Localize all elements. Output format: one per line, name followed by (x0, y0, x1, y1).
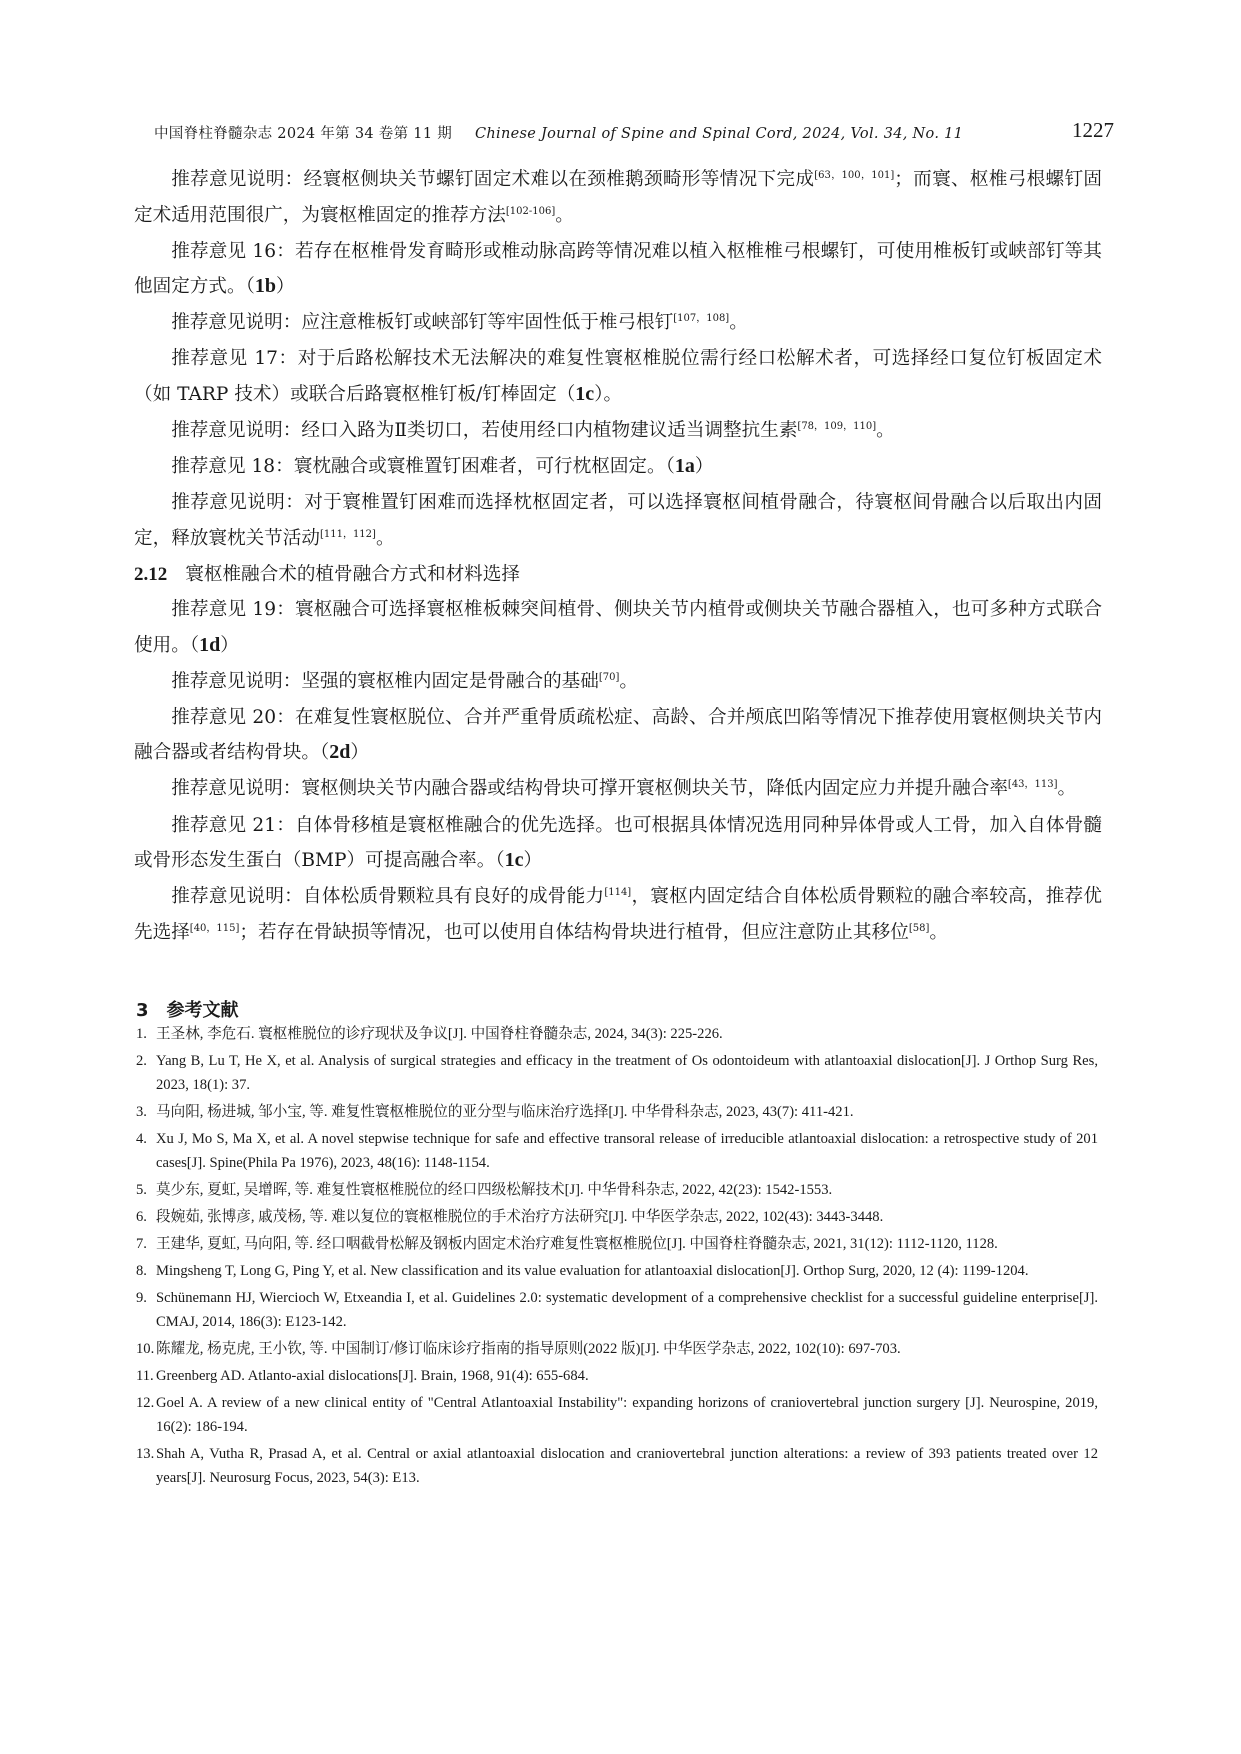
paragraph: 推荐意见说明：自体松质骨颗粒具有良好的成骨能力[114]，寰枢内固定结合自体松质骨颗粒的融合率较高，推荐优先选择[40，115]；若存在骨缺损等情况，也可以使用自体结构骨块进行植骨，但应注意防止其移位[58]。 (134, 886, 1102, 943)
reference-item: 5. 莫少东, 夏虹, 吴增晖, 等. 难复性寰枢椎脱位的经口四级松解技术[J]. 中华骨科杂志, 2022, 42(23): 1542-1553. (136, 1182, 833, 1198)
section-title: 寰枢椎融合术的植骨融合方式和材料选择 (185, 563, 520, 585)
journal-name-en: Chinese Journal of Spine and Spinal Cord, 2024, Vol. 34, No. 11 (474, 126, 964, 142)
paragraph: 推荐意见说明：坚强的寰枢椎内固定是骨融合的基础[70]。 (171, 670, 638, 692)
section-number: 2.12 (134, 563, 168, 585)
article-body (134, 162, 1102, 951)
paragraph: 推荐意见 21：自体骨移植是寰枢椎融合的优先选择。也可根据具体情况选用同种异体骨或人工骨，加入自体骨髓或骨形态发生蛋白（BMP）可提高融合率。（1c） (134, 814, 1102, 872)
evidence-grade: 1a (674, 454, 695, 477)
references-heading: 3 参考文献 (136, 1000, 239, 1021)
paragraph: 推荐意见 18：寰枕融合或寰椎置钉困难者，可行枕枢固定。（1a） (171, 454, 714, 477)
running-header (154, 118, 1114, 148)
reference-item: 10. 陈耀龙, 杨克虎, 王小钦, 等. 中国制订/修订临床诊疗指南的指导原则(2022 版)[J]. 中华医学杂志, 2022, 102(10): 697-703. (136, 1341, 901, 1357)
evidence-grade: 2d (329, 741, 351, 764)
journal-name-cn: 中国脊柱脊髓杂志 2024 年第 34 卷第 11 期 (154, 126, 453, 142)
paragraph: 推荐意见 16：若存在枢椎骨发育畸形或椎动脉高跨等情况难以植入枢椎椎弓根螺钉，可使用椎板钉或峡部钉等其他固定方式。（1b） (134, 240, 1102, 298)
reference-item: 6. 段婉茹, 张博彦, 戚茂杨, 等. 难以复位的寰枢椎脱位的手术治疗方法研究[J]. 中华医学杂志, 2022, 102(43): 3443-3448. (136, 1209, 884, 1225)
reference-item: 13. Shah A, Vutha R, Prasad A, et al. Central or axial atlantoaxial dislocation and craniovertebral junction alterations: a review of 393 patients treated over 12 years[J]. Neurosurg Focus, 2023, 54(3): E13. (136, 1446, 1098, 1486)
reference-item: 7. 王建华, 夏虹, 马向阳, 等. 经口咽截骨松解及钢板内固定术治疗难复性寰枢椎脱位[J]. 中国脊柱脊髓杂志, 2021, 31(12): 1112-1120, 1128. (136, 1236, 998, 1252)
section-heading (134, 557, 1102, 593)
paragraph: 推荐意见说明：经寰枢侧块关节螺钉固定术难以在颈椎鹅颈畸形等情况下完成[63，100，101]；而寰、枢椎弓根螺钉固定术适用范围很广，为寰枢椎固定的推荐方法[102-106]。 (134, 169, 1102, 226)
paragraph: 推荐意见说明：对于寰椎置钉困难而选择枕枢固定者，可以选择寰枢间植骨融合，待寰枢间骨融合以后取出内固定，释放寰枕关节活动[111，112]。 (134, 492, 1102, 549)
reference-item: 11. Greenberg AD. Atlanto-axial dislocations[J]. Brain, 1968, 91(4): 655-684. (136, 1368, 589, 1384)
reference-item: 2. Yang B, Lu T, He X, et al. Analysis of surgical strategies and efficacy in the treatment of Os odontoideum with atlantoaxial dislocation[J]. J Orthop Surg Res, 2023, 18(1): 37. (136, 1053, 1098, 1093)
reference-item: 4. Xu J, Mo S, Ma X, et al. A novel stepwise technique for safe and effective transoral release of irreducible atlantoaxial dislocation: a retrospective study of 201 cases[J]. Spine(Phila Pa 1976), 2023, 48(16): 1148-1154. (136, 1131, 1098, 1171)
paragraph: 推荐意见说明：经口入路为Ⅱ类切口，若使用经口内植物建议适当调整抗生素[78，109，110]。 (171, 419, 895, 441)
journal-citation-line (154, 122, 963, 143)
paragraph: 推荐意见 19：寰枢融合可选择寰枢椎板棘突间植骨、侧块关节内植骨或侧块关节融合器植入，也可多种方式联合使用。（1d） (134, 599, 1102, 656)
evidence-grade: 1c (504, 849, 524, 872)
evidence-grade: 1b (254, 275, 276, 298)
evidence-grade: 1d (199, 633, 221, 656)
reference-item: 1. 王圣林, 李危石. 寰枢椎脱位的诊疗现状及争议[J]. 中国脊柱脊髓杂志, 2024, 34(3): 225-226. (136, 1026, 723, 1042)
reference-item: 12. Goel A. A review of a new clinical entity of "Central Atlantoaxial Instability": expanding horizons of craniovertebral junction surgery [J]. Neurospine, 2019, 16(2): 186-194. (136, 1395, 1098, 1435)
reference-item: 9. Schünemann HJ, Wiercioch W, Etxeandia I, et al. Guidelines 2.0: systematic development of a comprehensive checklist for a successful guideline enterprise[J]. CMAJ, 2014, 186(3): E123-142. (136, 1290, 1098, 1330)
reference-item: 8. Mingsheng T, Long G, Ping Y, et al. New classification and its value evaluation for atlantoaxial dislocation[J]. Orthop Surg, 2020, 12 (4): 1199-1204. (136, 1263, 1029, 1279)
reference-list (136, 1022, 1098, 1490)
page-number: 1227 (1072, 118, 1114, 142)
paragraph: 推荐意见 20：在难复性寰枢脱位、合并严重骨质疏松症、高龄、合并颅底凹陷等情况下推荐使用寰枢侧块关节内融合器或者结构骨块。（2d） (134, 706, 1102, 764)
paragraph: 推荐意见说明：寰枢侧块关节内融合器或结构骨块可撑开寰枢侧块关节，降低内固定应力并提升融合率[43，113]。 (171, 778, 1077, 800)
evidence-grade: 1c (575, 382, 595, 405)
reference-item: 3. 马向阳, 杨进城, 邹小宝, 等. 难复性寰枢椎脱位的亚分型与临床治疗选择[J]. 中华骨科杂志, 2023, 43(7): 411-421. (136, 1104, 854, 1120)
paragraph: 推荐意见说明：应注意椎板钉或峡部钉等牢固性低于椎弓根钉[107，108]。 (171, 312, 748, 334)
paragraph: 推荐意见 17：对于后路松解技术无法解决的难复性寰枢椎脱位需行经口松解术者，可选择经口复位钉板固定术（如 TARP 技术）或联合后路寰枢椎钉板/钉棒固定（1c）。 (134, 348, 1102, 405)
